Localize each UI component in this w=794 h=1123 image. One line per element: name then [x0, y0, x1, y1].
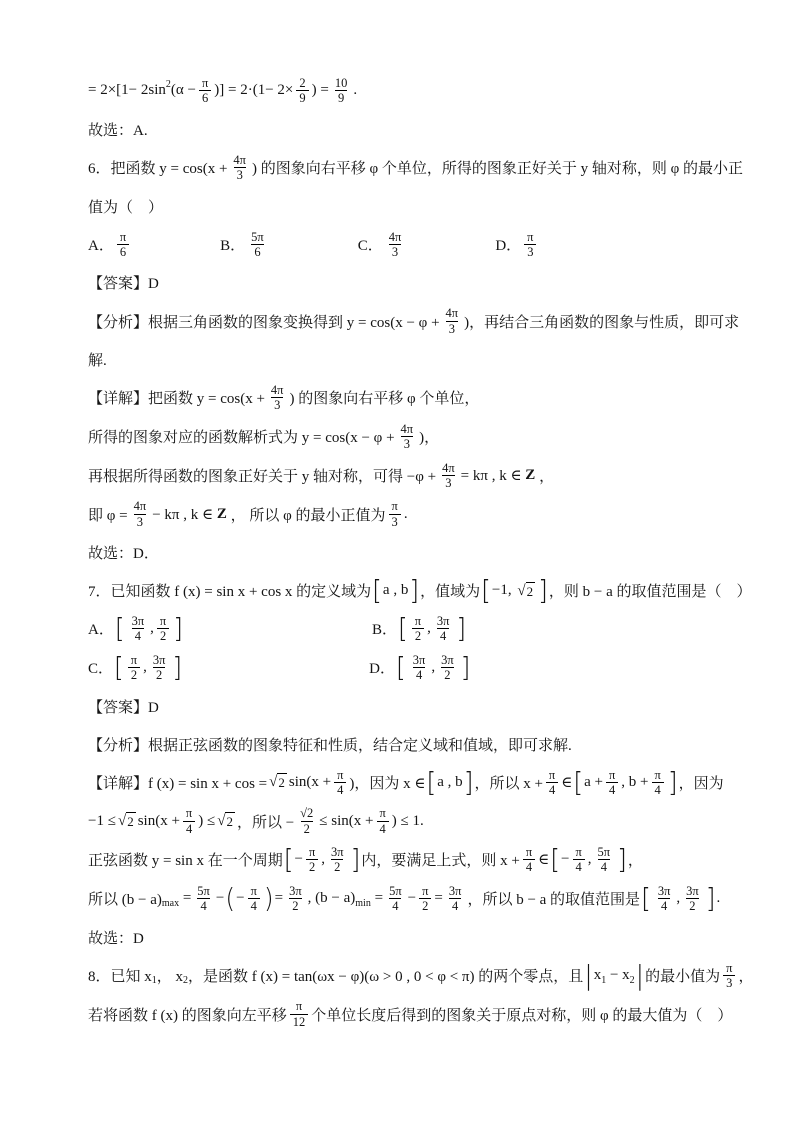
text-run: sin(x +: [137, 812, 180, 829]
text-run: 故选：A.: [88, 122, 148, 139]
denominator: 4: [413, 667, 425, 682]
sqrt-expression: [269, 773, 287, 791]
numerator: π: [422, 883, 429, 898]
big-delimiter: ): [263, 883, 274, 914]
fraction: [412, 614, 424, 644]
text-run: a +: [584, 773, 603, 790]
text-run: ,: [321, 851, 326, 868]
numerator: π: [130, 652, 138, 667]
fraction: [523, 845, 535, 875]
fraction: [248, 884, 260, 914]
q7-solution-line-4: [88, 884, 738, 914]
fraction: [386, 230, 405, 260]
fraction: [150, 653, 169, 683]
numerator: π: [548, 767, 556, 782]
fraction: [434, 614, 453, 644]
subscript: 1: [601, 974, 607, 986]
text-run: 的最小值为: [645, 968, 721, 985]
big-delimiter: ]: [617, 844, 627, 876]
text-run: 若将函数 f (x) 的图象向左平移: [88, 1007, 287, 1024]
text-run: ) =: [311, 82, 329, 99]
big-delimiter: |: [635, 960, 645, 991]
fraction: [439, 461, 458, 491]
denominator: 4: [334, 782, 346, 797]
text-run: )] = 2·(1− 2×: [214, 82, 294, 99]
text-run: ≤ sin(x +: [319, 812, 374, 829]
denominator: 4: [437, 628, 449, 643]
numerator: 3π: [131, 614, 145, 628]
text-run: ，值域为: [420, 584, 481, 600]
big-delimiter: [: [641, 883, 651, 914]
sqrt-expression: [217, 812, 235, 830]
denominator: 2: [331, 859, 343, 874]
text-run: 6．把函数 y = cos(x +: [88, 161, 228, 178]
text-run: A．: [88, 622, 114, 639]
text-run: B．: [220, 237, 246, 254]
q6-analysis-line-1: [88, 306, 738, 336]
bold-text-run: Z: [216, 505, 227, 522]
q6-analysis-line-2: [88, 345, 738, 374]
q6-options: [88, 230, 738, 260]
numerator: π: [250, 883, 257, 898]
text-run: 7．已知函数 f (x) = sin x + cos x 的定义域为: [88, 584, 372, 600]
numerator: 3π: [289, 883, 302, 898]
text-run: a , b: [437, 773, 463, 790]
fraction: [296, 76, 308, 106]
denominator: 2: [306, 859, 318, 874]
numerator: π: [575, 845, 582, 859]
numerator: π: [295, 999, 303, 1014]
numerator: 3π: [657, 883, 671, 898]
option-spacer: [407, 244, 495, 245]
radicand: 2: [127, 814, 134, 830]
big-delimiter: ]: [538, 575, 548, 606]
text-run: =: [370, 890, 384, 907]
text-run: C．: [357, 237, 383, 254]
denominator: 2: [153, 667, 165, 682]
fraction: [376, 806, 388, 836]
q7-conclusion: [88, 923, 738, 952]
denominator: 2: [686, 898, 698, 913]
denominator: 4: [606, 782, 618, 797]
denominator: 3: [134, 514, 146, 529]
radicand: 2: [278, 775, 285, 791]
text-run: D．: [495, 237, 522, 254]
fraction: [419, 884, 431, 914]
text-run: ， 所以 φ 的最小正值为: [226, 507, 386, 524]
q6-solution-line-3: [88, 461, 738, 491]
fraction: [128, 653, 140, 683]
text-run: D．: [369, 661, 396, 678]
denominator: 6: [199, 90, 211, 105]
text-run: , (b − a): [307, 890, 356, 907]
fraction: [117, 230, 129, 260]
text-run: ，: [738, 968, 754, 985]
q7-options-cd: [88, 653, 738, 683]
text-run: B．: [372, 622, 398, 639]
denominator: 3: [271, 397, 283, 412]
radicand: 2: [526, 583, 534, 599]
big-delimiter: [: [481, 575, 491, 606]
numerator: 2: [299, 76, 306, 90]
q7-answer: [88, 692, 738, 721]
text-run: (α −: [170, 82, 196, 99]
numerator: 4π: [388, 229, 402, 244]
text-run: 再根据所得函数的图象正好关于 y 轴对称，可得 −φ +: [88, 468, 437, 485]
fraction: [595, 845, 614, 875]
denominator: 4: [658, 898, 670, 913]
subscript: 2: [183, 974, 189, 986]
q7-stem: [88, 575, 752, 606]
text-run: ，所以 x +: [474, 775, 543, 792]
denominator: 2: [441, 667, 453, 682]
eq-continuation-line: [88, 76, 738, 106]
denominator: 3: [234, 167, 246, 182]
fraction: [723, 961, 735, 991]
fraction: [443, 306, 462, 336]
text-run: 即 φ =: [88, 507, 128, 524]
text-run: ，是函数 f (x) = tan(ωx − φ)(ω > 0 , 0 < φ < π) 的两个零点，且: [188, 968, 584, 985]
text-run: ∈: [538, 852, 550, 869]
text-run: ,: [587, 851, 592, 868]
denominator: 9: [296, 90, 308, 105]
numerator: π: [414, 614, 422, 628]
text-run: ，则 b − a 的取值范围是（ ）: [548, 584, 752, 600]
denominator: 4: [573, 859, 585, 874]
text-run: .: [716, 890, 721, 907]
text-run: 【分析】根据三角函数的图象变换得到 y = cos(x − φ +: [88, 314, 440, 331]
numerator: 5π: [389, 883, 402, 898]
superscript: 2: [165, 79, 171, 91]
numerator: 3π: [686, 883, 699, 898]
text-run: 所以 (b − a): [88, 892, 162, 909]
numerator: π: [308, 845, 316, 859]
big-delimiter: ]: [667, 767, 678, 798]
text-run: = 2×[1− 2sin: [88, 82, 166, 99]
text-run: −: [294, 851, 303, 868]
numerator: π: [159, 614, 167, 628]
big-delimiter: [: [398, 613, 408, 645]
radical-sign: √: [517, 582, 526, 599]
denominator: 3: [524, 244, 536, 259]
numerator: 4π: [400, 421, 414, 436]
text-run: A．: [88, 237, 114, 254]
denominator: 4: [652, 782, 664, 797]
numerator: 5π: [597, 845, 611, 859]
sqrt-expression: [118, 812, 136, 830]
fraction: [546, 768, 558, 798]
numerator: 5π: [251, 229, 264, 244]
numerator: π: [608, 767, 616, 782]
text-run: −1 ≤: [88, 812, 116, 829]
text-run: 故选：D: [88, 930, 144, 947]
text-run: − kπ , k ∈: [152, 506, 217, 523]
denominator: 4: [389, 898, 401, 913]
fraction: [183, 806, 195, 836]
text-run: 所得的图象对应的函数解析式为 y = cos(x − φ +: [88, 430, 395, 447]
text-run: ,: [431, 659, 436, 676]
text-run: 内，要满足上式，则 x +: [361, 853, 520, 870]
denominator: 2: [128, 667, 140, 682]
denominator: 6: [251, 244, 263, 259]
subscript: 1: [151, 974, 157, 986]
fraction: [328, 845, 347, 875]
numerator: 4π: [133, 499, 147, 514]
text-run: ) ≤: [198, 812, 216, 829]
fraction: [268, 383, 287, 413]
denominator: 4: [523, 859, 535, 874]
big-delimiter: |: [584, 960, 593, 991]
q6-solution-line-4: [88, 499, 738, 529]
denominator: 3: [389, 244, 401, 259]
text-run: .: [403, 505, 408, 522]
big-delimiter: [: [396, 652, 406, 683]
text-run: .: [353, 82, 358, 99]
text-run: C．: [88, 661, 114, 678]
denominator: 2: [289, 898, 301, 913]
big-delimiter: (: [225, 883, 236, 914]
fraction: [286, 884, 305, 914]
fraction: [194, 884, 213, 914]
text-run: 【详解】把函数 y = cos(x +: [88, 391, 265, 408]
numerator: 3π: [441, 652, 454, 667]
text-run: 【分析】根据正弦函数的图象特征和性质，结合定义域和值域，即可求解.: [88, 737, 572, 754]
denominator: 3: [389, 514, 401, 529]
text-run: a , b: [382, 582, 409, 598]
text-run: −: [407, 890, 417, 907]
text-run: )，因为 x ∈: [349, 775, 426, 792]
fraction: [297, 806, 316, 836]
q8-stem-line-1: [88, 960, 754, 991]
numerator: 4π: [442, 460, 455, 475]
numerator: π: [379, 806, 386, 821]
text-run: 【答案】D: [88, 699, 159, 716]
subscript: min: [355, 898, 371, 910]
denominator: 4: [449, 898, 461, 913]
text-run: =: [179, 890, 192, 907]
q7-solution-line-2: [88, 806, 738, 836]
numerator: √2: [300, 806, 314, 821]
big-delimiter: [: [283, 844, 294, 876]
fraction: [386, 884, 405, 914]
text-run: 8．已知 x: [88, 968, 152, 985]
numerator: π: [185, 806, 193, 821]
fraction: [230, 153, 249, 183]
text-run: )，再结合三角函数的图象与性质，即可求: [464, 314, 740, 331]
numerator: π: [726, 960, 733, 975]
q7-options-ab: [88, 614, 738, 644]
text-run: ∈: [561, 774, 573, 791]
numerator: 3π: [412, 652, 426, 667]
big-delimiter: ]: [456, 613, 467, 645]
text-run: 个单位长度后得到的图象关于原点对称，则 φ 的最大值为（ ）: [311, 1007, 733, 1024]
numerator: 10: [334, 76, 348, 90]
numerator: π: [525, 845, 533, 859]
text-run: ,: [676, 890, 681, 907]
q6-stem-line-1: [88, 152, 744, 183]
denominator: 3: [401, 436, 413, 451]
q5-conclusion: [88, 115, 738, 144]
radical-sign: √: [269, 774, 278, 791]
text-run: =: [434, 890, 443, 907]
text-run: ，: [535, 468, 555, 485]
text-run: ) 的图象向右平移 φ 个单位，所得的图象正好关于 y 轴对称，则 φ 的最小正: [251, 161, 744, 178]
text-run: )，: [419, 430, 440, 447]
fraction: [389, 499, 401, 529]
text-run: ，所以 b − a 的取值范围是: [467, 892, 641, 909]
text-run: 故选：D．: [88, 546, 159, 562]
denominator: 9: [335, 90, 347, 105]
option-spacer: [270, 244, 358, 245]
big-delimiter: [: [114, 652, 124, 683]
text-run: ，因为: [678, 775, 724, 792]
text-run: ，所以 −: [236, 814, 295, 831]
numerator: 3π: [152, 652, 166, 667]
subscript: 2: [629, 974, 635, 986]
denominator: 4: [197, 898, 209, 913]
text-run: 解.: [88, 353, 107, 369]
denominator: 6: [117, 244, 129, 259]
big-delimiter: [: [372, 575, 382, 606]
denominator: 2: [301, 821, 313, 836]
text-run: ,: [143, 659, 147, 676]
radical-sign: √: [217, 813, 226, 830]
text-run: = kπ , k ∈: [460, 467, 526, 484]
numerator: 3π: [331, 845, 344, 859]
q7-analysis: [88, 730, 738, 759]
denominator: 2: [412, 628, 424, 643]
big-delimiter: ]: [705, 883, 716, 914]
fraction: [199, 76, 211, 106]
q6-conclusion: [88, 538, 738, 567]
numerator: π: [391, 499, 398, 514]
fraction: [683, 884, 702, 914]
fraction: [410, 653, 429, 683]
numerator: 4π: [445, 306, 459, 321]
fraction: [398, 422, 417, 452]
fraction: [332, 76, 351, 106]
text-run: 【答案】D: [88, 276, 159, 293]
fraction: [652, 768, 664, 798]
denominator: 2: [419, 898, 431, 913]
fraction: [438, 653, 457, 683]
denominator: 12: [290, 1014, 309, 1029]
big-delimiter: [: [426, 767, 437, 798]
q8-stem-line-2: [88, 999, 738, 1029]
bold-text-run: Z: [525, 466, 536, 483]
text-run: 值为（ ）: [88, 199, 164, 216]
denominator: 4: [377, 821, 389, 836]
text-run: − x: [606, 966, 630, 983]
text-run: −: [561, 851, 570, 868]
denominator: 4: [132, 628, 144, 643]
radicand: 2: [226, 814, 233, 830]
denominator: 3: [723, 975, 735, 990]
denominator: 2: [157, 628, 169, 643]
text-run: x: [593, 966, 602, 983]
q6-answer: [88, 268, 738, 297]
fraction: [290, 999, 309, 1029]
fraction: [446, 884, 465, 914]
text-run: sin(x +: [288, 773, 332, 790]
fraction: [248, 230, 267, 260]
fraction: [157, 614, 169, 644]
text-run: ，: [627, 853, 643, 870]
fraction: [131, 499, 150, 529]
denominator: 4: [598, 859, 610, 874]
option-spacer: [183, 667, 369, 668]
fraction: [129, 614, 148, 644]
fraction: [334, 768, 346, 798]
option-spacer: [132, 244, 220, 245]
text-run: =: [274, 890, 284, 907]
numerator: 5π: [197, 883, 210, 898]
sqrt-expression: [517, 582, 535, 600]
big-delimiter: [: [550, 844, 560, 876]
q6-solution-line-2: [88, 422, 738, 452]
text-run: −: [215, 890, 225, 907]
text-run: ， x: [156, 968, 184, 985]
text-run: 【详解】f (x) = sin x + cos =: [88, 775, 268, 792]
numerator: 4π: [270, 383, 284, 397]
big-delimiter: ]: [409, 575, 420, 606]
text-run: ,: [427, 620, 431, 637]
big-delimiter: ]: [350, 844, 361, 876]
denominator: 4: [546, 782, 558, 797]
text-run: −1,: [491, 582, 516, 598]
big-delimiter: ]: [172, 652, 183, 683]
numerator: π: [201, 76, 209, 90]
numerator: 3π: [436, 614, 450, 628]
fraction: [572, 845, 584, 875]
text-run: −: [236, 890, 245, 907]
big-delimiter: [: [114, 613, 125, 645]
text-run: ,: [150, 620, 154, 637]
denominator: 4: [248, 898, 260, 913]
q6-solution-line-1: [88, 383, 738, 413]
numerator: 4π: [233, 152, 246, 167]
q7-solution-line-3: [88, 845, 738, 875]
denominator: 3: [442, 475, 454, 490]
big-delimiter: ]: [173, 613, 183, 645]
denominator: 3: [446, 321, 458, 336]
fraction: [655, 884, 674, 914]
text-run: ) ≤ 1.: [391, 812, 424, 829]
text-run: 正弦函数 y = sin x 在一个周期: [88, 853, 283, 870]
q6-stem-line-2: [88, 192, 738, 221]
numerator: 3π: [448, 883, 462, 898]
numerator: π: [119, 229, 127, 244]
subscript: max: [161, 898, 180, 910]
fraction: [606, 768, 618, 798]
numerator: π: [527, 229, 534, 244]
option-spacer: [184, 628, 372, 629]
big-delimiter: ]: [460, 652, 471, 683]
numerator: π: [337, 767, 344, 782]
numerator: π: [654, 767, 661, 782]
big-delimiter: ]: [463, 767, 474, 798]
text-run: ) 的图象向右平移 φ 个单位，: [289, 391, 480, 408]
fraction: [306, 845, 318, 875]
q7-solution-line-1: [88, 768, 738, 798]
radical-sign: √: [117, 813, 127, 830]
big-delimiter: [: [573, 767, 584, 798]
fraction: [524, 230, 536, 260]
denominator: 4: [183, 821, 195, 836]
text-run: , b +: [621, 773, 649, 790]
